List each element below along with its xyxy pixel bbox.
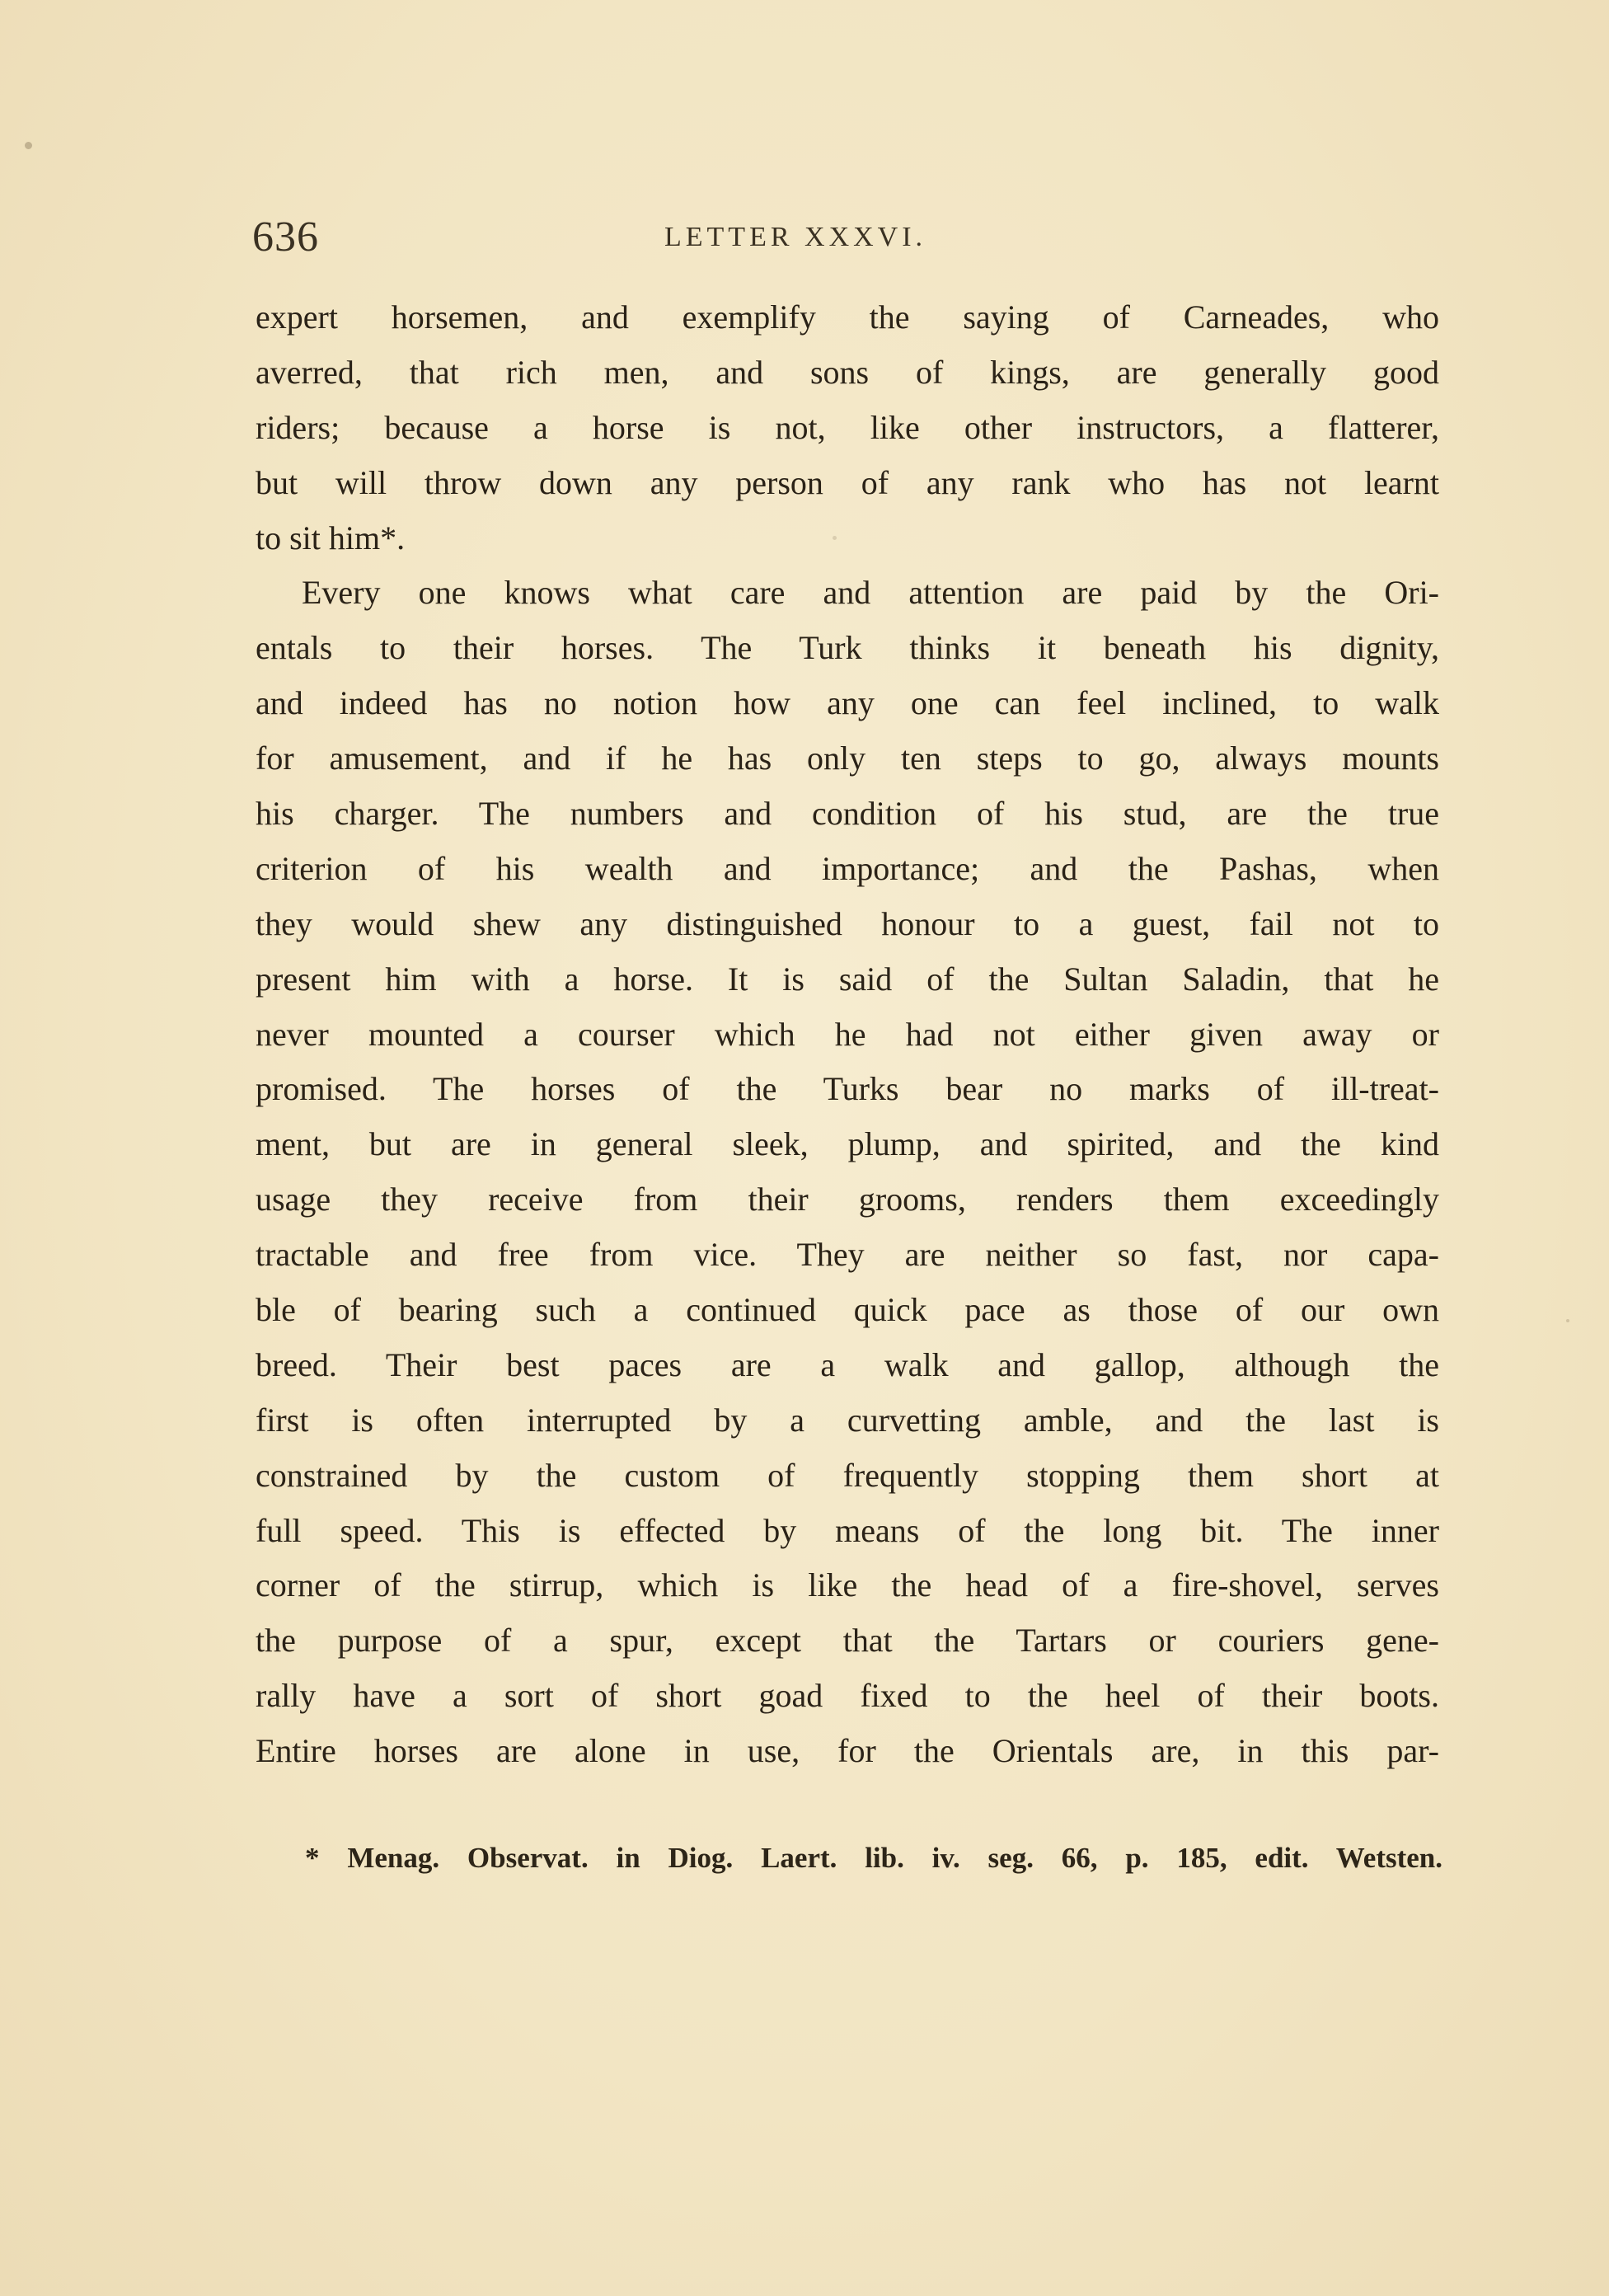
- text-line: the purpose of a spur, except that the Tartars or couriers gene-: [256, 1622, 1439, 1660]
- text-line: tractable and free from vice. They are neither so fast, nor capa-: [256, 1236, 1439, 1274]
- text-line: present him with a horse. It is said of the Sultan Saladin, that he: [256, 960, 1439, 998]
- text-line: Every one knows what care and attention are paid by the Ori-: [302, 574, 1439, 612]
- text-line: and indeed has no notion how any one can feel inclined, to walk: [256, 684, 1439, 722]
- text-line: but will throw down any person of any rank who has not learnt: [256, 463, 1439, 501]
- text-line: rally have a sort of short goad fixed to the heel of their boots.: [256, 1677, 1439, 1715]
- text-line: corner of the stirrup, which is like the head of a fire-shovel, serves: [256, 1566, 1439, 1604]
- text-line: expert horsemen, and exemplify the saying of Carneades, who: [256, 298, 1439, 336]
- page-header: [252, 213, 1441, 262]
- text-line: his charger. The numbers and condition of his stud, are the true: [256, 795, 1439, 833]
- text-line: constrained by the custom of frequently stopping them short at: [256, 1456, 1439, 1494]
- text-line: for amusement, and if he has only ten steps to go, always mounts: [256, 740, 1439, 777]
- running-head: LETTER XXXVI.: [664, 222, 927, 252]
- page-number: 636: [252, 214, 319, 261]
- text-line: never mounted a courser which he had not either given away or: [256, 1015, 1439, 1053]
- paper-speck: [25, 142, 32, 149]
- text-line: entals to their horses. The Turk thinks it beneath his dignity,: [256, 629, 1439, 667]
- text-line: Entire horses are alone in use, for the Orientals are, in this par-: [256, 1732, 1439, 1770]
- text-line: criterion of his wealth and importance; and the Pashas, when: [256, 849, 1439, 887]
- body-text: [256, 290, 1439, 1779]
- text-line: to sit him*.: [256, 519, 406, 556]
- text-line: averred, that rich men, and sons of kings, are generally good: [256, 353, 1439, 391]
- text-line: ment, but are in general sleek, plump, and spirited, and the kind: [256, 1125, 1439, 1163]
- text-line: they would shew any distinguished honour to a guest, fail not to: [256, 904, 1439, 942]
- text-line: promised. The horses of the Turks bear no marks of ill-treat-: [256, 1070, 1439, 1108]
- footnote: * Menag. Observat. in Diog. Laert. lib. iv. seg. 66, p. 185, edit. Wetsten.: [305, 1842, 1442, 1874]
- text-line: breed. Their best paces are a walk and gallop, although the: [256, 1345, 1439, 1383]
- text-line: full speed. This is effected by means of the long bit. The inner: [256, 1511, 1439, 1549]
- text-line: first is often interrupted by a curvetting amble, and the last is: [256, 1401, 1439, 1439]
- text-line: riders; because a horse is not, like other instructors, a flatterer,: [256, 408, 1439, 446]
- paper-speck: [1566, 1319, 1569, 1322]
- text-line: usage they receive from their grooms, renders them exceedingly: [256, 1181, 1439, 1218]
- text-line: ble of bearing such a continued quick pace as those of our own: [256, 1291, 1439, 1329]
